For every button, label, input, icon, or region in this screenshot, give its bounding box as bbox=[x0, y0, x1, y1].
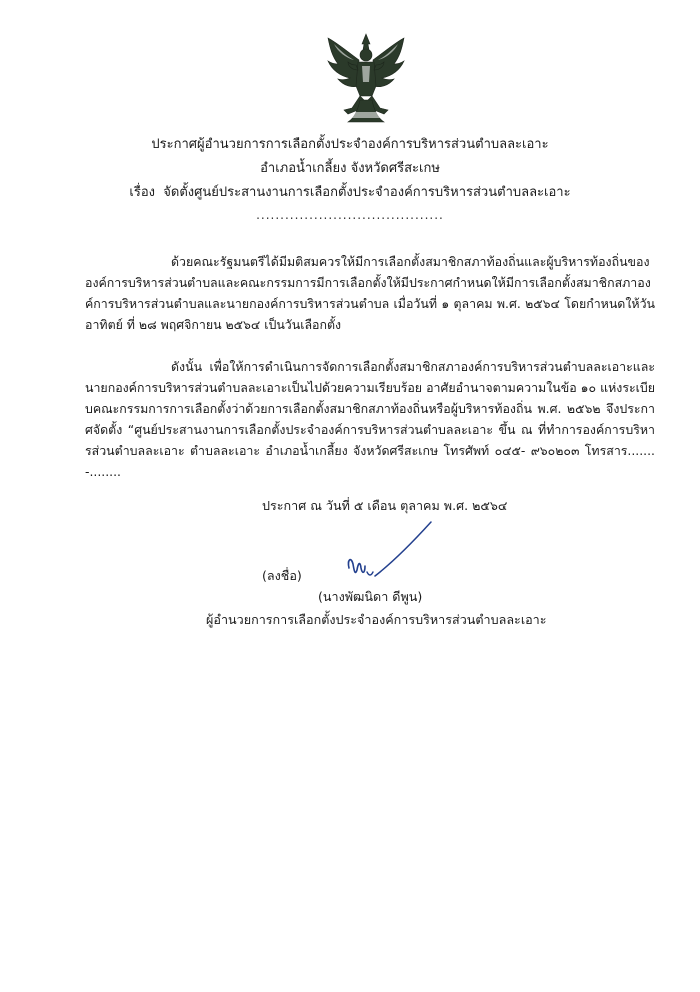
garuda-emblem-icon bbox=[318, 30, 414, 126]
paragraph-1: ด้วยคณะรัฐมนตรีได้มีมติสมควรให้มีการเลือกตั้งสมาชิกสภาท้องถิ่นและผู้บริหารท้องถิ่นขององค์การบริหารส่วนตำบลและคณะกรรมการมีการเลือกตั้งให้มีประกาศกำหนดให้มีการเลือกตั้งสมาชิกสภาองค์การบริหารส่วนตำบลและนายกองค์การบริหารส่วนตำบล เมื่อวันที่ ๑ ตุลาคม พ.ศ. ๒๕๖๔ โดยกำหนดให้วันอาทิตย์ ที่ ๒๘ พฤศจิกายน ๒๕๖๔ เป็นวันเลือกตั้ง bbox=[85, 254, 655, 332]
announcement-location: อำเภอน้ำเกลี้ยง จังหวัดศรีสะเกษ bbox=[260, 161, 440, 176]
announcement-subject bbox=[0, 184, 700, 202]
signer-position: ผู้อำนวยการการเลือกตั้งประจำองค์การบริหารส่วนตำบลละเอาะ bbox=[206, 612, 547, 627]
subject-label: เรื่อง bbox=[129, 185, 155, 200]
signature-label: (ลงชื่อ) bbox=[262, 568, 302, 583]
announcement-title: ประกาศผู้อำนวยการการเลือกตั้งประจำองค์การบริหารส่วนตำบลละเอาะ bbox=[151, 137, 549, 152]
signer-name: (นางพัฒนิดา ดีพูน) bbox=[318, 589, 423, 604]
announcement-date: ประกาศ ณ วันที่ ๕ เดือน ตุลาคม พ.ศ. ๒๕๖๔ bbox=[262, 498, 508, 513]
header-divider: ....................................... bbox=[256, 208, 444, 222]
paragraph-2: ดังนั้น เพื่อให้การดำเนินการจัดการเลือกตั้งสมาชิกสภาองค์การบริหารส่วนตำบลละเอาะและนายกองค์การบริหารส่วนตำบลละเอาะเป็นไปด้วยความเรียบร้อย อาศัยอำนาจตามความในข้อ ๑๐ แห่งระเบียบคณะกรรมการการเลือกตั้งว่าด้วยการเลือกตั้งสมาชิกสภาท้องถิ่นหรือผู้บริหารท้องถิ่น พ.ศ. ๒๕๖๒ จึงประกาศจัดตั้ง “ศูนย์ประสานงานการเลือกตั้งประจำองค์การบริหารส่วนตำบลละเอาะ ขึ้น ณ ที่ทำการองค์การบริหารส่วนตำบลละเอาะ ตำบลละเอาะ อำเภอน้ำเกลี้ยง จังหวัดศรีสะเกษ โทรศัพท์ ๐๔๕- ๙๖๐๒๐๓ โทรสาร.......-........ bbox=[85, 359, 655, 479]
handwritten-signature-icon bbox=[345, 520, 445, 590]
subject-text: จัดตั้งศูนย์ประสานงานการเลือกตั้งประจำองค์การบริหารส่วนตำบลละเอาะ bbox=[163, 185, 571, 200]
